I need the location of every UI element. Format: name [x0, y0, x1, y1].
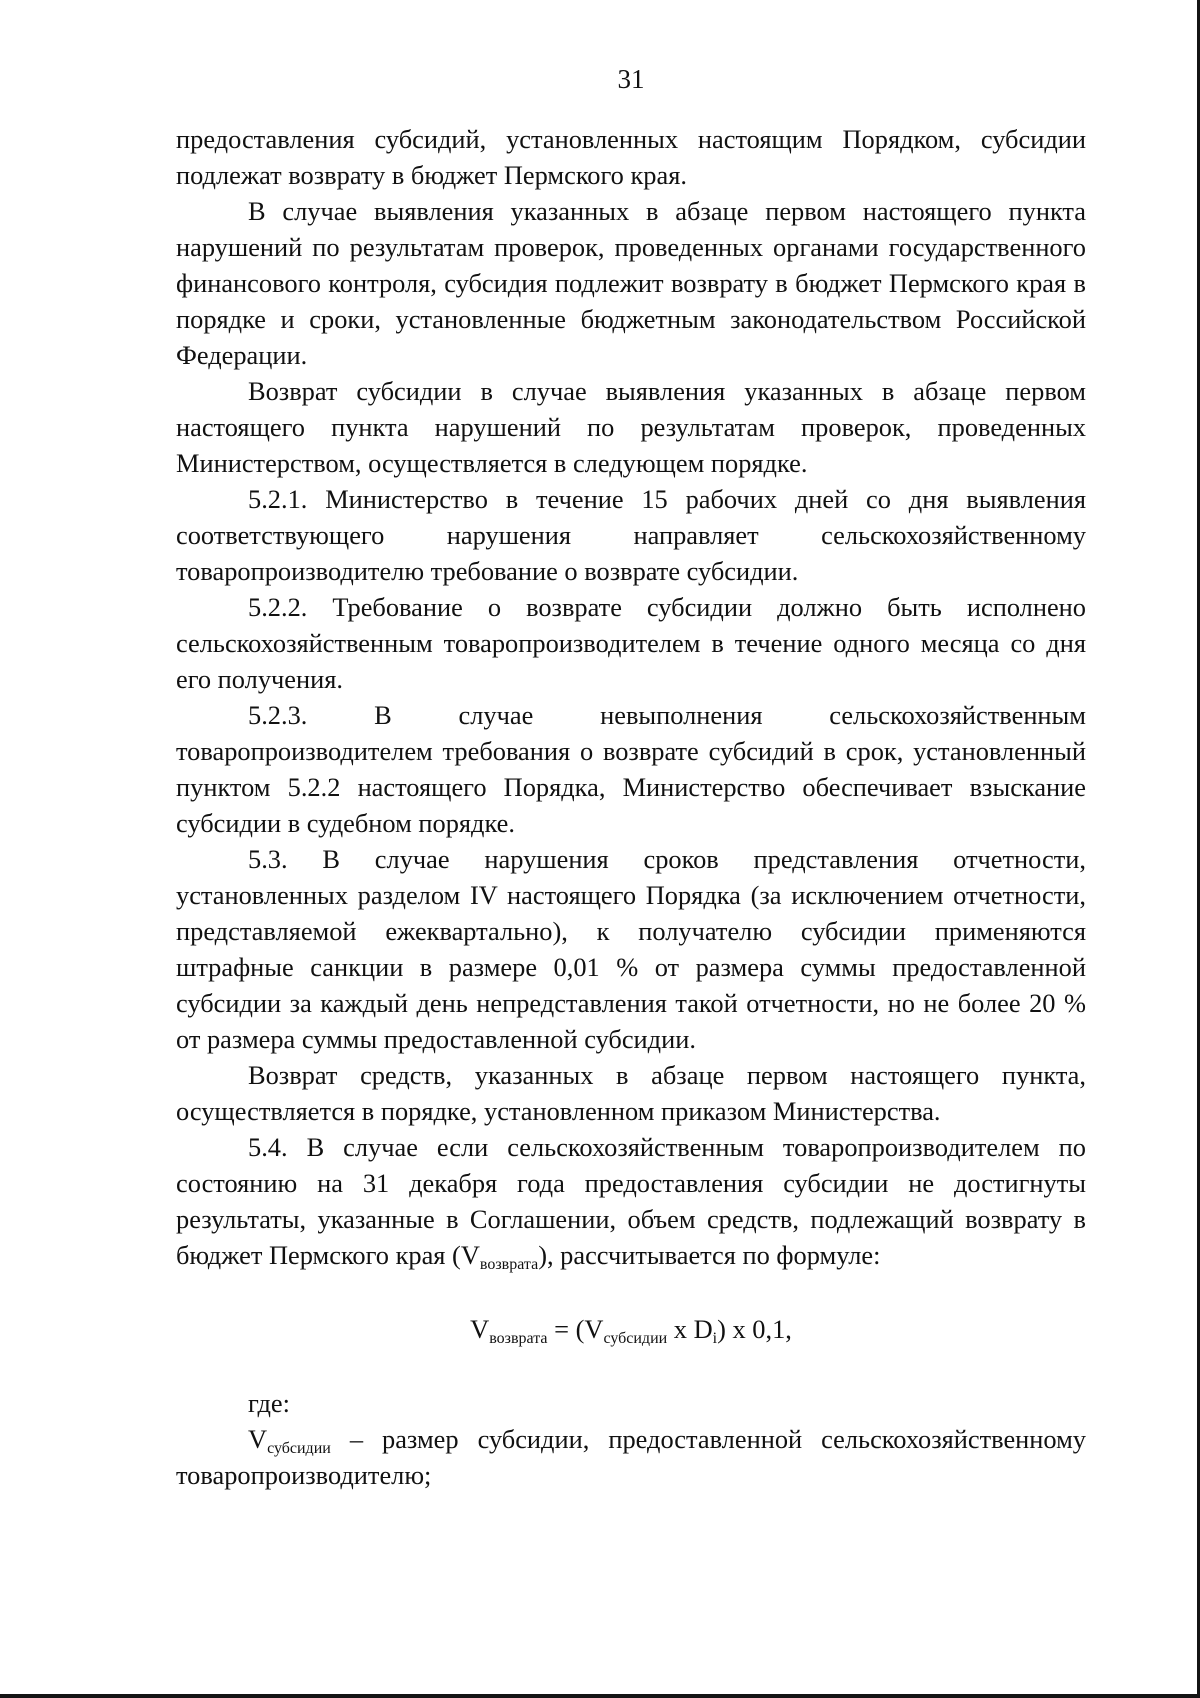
paragraph-5-2-3: 5.2.3. В случае невыполнения сельскохозяйственным товаропроизводителем требования о возврате субсидий в срок, установленный пунктом 5.2.2 настоящего Порядка, Министерство обеспечивает взыскание субсидии в судебном порядке. [176, 700, 1086, 838]
paragraph-5-2-2: 5.2.2. Требование о возврате субсидии должно быть исполнено сельскохозяйственным товаропроизводителем в течение одного месяца со дня его получения. [176, 592, 1086, 694]
formula-sub-return: возврата [489, 1330, 548, 1347]
p54-tail: ), рассчитывается по формуле: [538, 1240, 881, 1270]
document-body [176, 121, 1086, 1493]
p54-subscript: возврата [479, 1256, 539, 1273]
def-v-text: – размер субсидии, предоставленной сельскохозяйственному товаропроизводителю; [176, 1424, 1086, 1490]
formula-sub-i: i [712, 1330, 718, 1347]
paragraph-return-procedure: Возврат субсидии в случае выявления указанных в абзаце первом настоящего пункта нарушений по результатам проверок, проведенных Министерством, осуществляется в следующем порядке. [176, 376, 1086, 478]
formula-v: V [470, 1314, 490, 1344]
page-number: 31 [617, 64, 645, 94]
formula-eq-open: = (V [547, 1314, 604, 1344]
paragraph-5-3: 5.3. В случае нарушения сроков представления отчетности, установленных разделом IV настоящего Порядка (за исключением отчетности, представляемой ежеквартально), к получателю субсидии применяются штрафные санкции в размере 0,01 % от размера суммы предоставленной субсидии за каждый день непредставления такой отчетности, но не более 20 % от размера суммы предоставленной субсидии. [176, 844, 1086, 1054]
paragraph-5-2-1: 5.2.1. Министерство в течение 15 рабочих дней со дня выявления соответствующего нарушения направляет сельскохозяйственному товаропроизводителю требование о возврате субсидии. [176, 484, 1086, 586]
formula-times-d: x D [667, 1314, 713, 1344]
paragraph-where: где: [248, 1388, 290, 1418]
def-v-subscript: субсидии [267, 1440, 331, 1457]
formula-sub-subsidy: субсидии [603, 1330, 668, 1347]
paragraph-financial-control: В случае выявления указанных в абзаце первом настоящего пункта нарушений по результатам проверок, проведенных органами государственного финансового контроля, субсидия подлежит возврату в бюджет Пермского края в порядке и сроки, установленные бюджетным законодательством Российской Федерации. [176, 196, 1086, 370]
paragraph-5-4 [176, 1129, 1086, 1273]
formula-tail: ) x 0,1, [717, 1314, 792, 1344]
paragraph-definition-v-subsidy [176, 1421, 1086, 1493]
paragraph-continuation: предоставления субсидий, установленных настоящим Порядком, субсидии подлежат возврату в бюджет Пермского края. [176, 124, 1086, 190]
def-v: V [248, 1424, 268, 1454]
page-edge-bottom [0, 1694, 1200, 1698]
formula [176, 1311, 1086, 1347]
p54-text: 5.4. В случае если сельскохозяйственным товаропроизводителем по состоянию на 31 декабря года предоставления субсидии не достигнуты результаты, указанные в Соглашении, объем средств, подлежащий возврату в бюджет Пермского края (V [176, 1132, 1086, 1270]
paragraph-return-funds: Возврат средств, указанных в абзаце первом настоящего пункта, осуществляется в порядке, установленном приказом Министерства. [176, 1060, 1086, 1126]
